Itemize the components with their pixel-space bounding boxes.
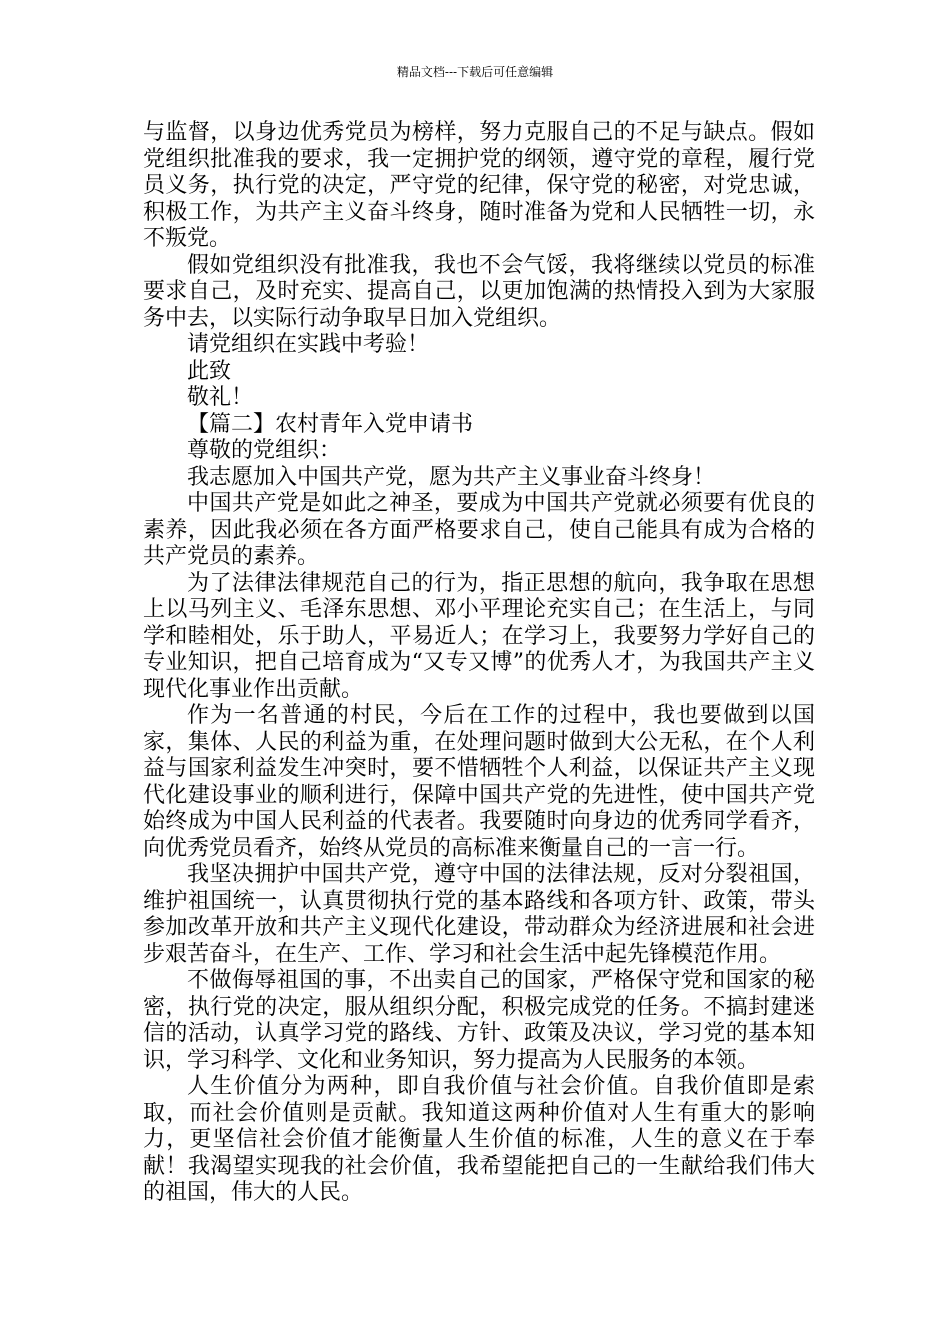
paragraph-12: 我坚决拥护中国共产党，遵守中国的法律法规，反对分裂祖国，维护祖国统一，认真贯彻执行党的基本路线和各项方针、政策，带头参加改革开放和共产主义现代化建设，带动群众为经济进展和社会进步艰苦奋斗，在生产、工作、学习和社会生活中起先锋模范作用。	[143, 862, 815, 967]
paragraph-8: 我志愿加入中国共产党，愿为共产主义事业奋斗终身！	[187, 464, 716, 490]
section-title: 【篇二】农村青年入党申请书	[187, 411, 474, 437]
paragraph-1: 与监督，以身边优秀党员为榜样，努力克服自己的不足与缺点。假如党组织批准我的要求，我一定拥护党的纲领，遵守党的章程，履行党员义务，执行党的决定，严守党的纪律，保守党的秘密，对党忠诚，积极工作，为共产主义奋斗终身，随时准备为党和人民牺牲一切，永不叛党。	[143, 120, 815, 251]
paragraph-2: 假如党组织没有批准我，我也不会气馁，我将继续以党员的标准要求自己，及时充实、提高自己，以更加饱满的热情投入到为大家服务中去，以实际行动争取早日加入党组织。	[143, 252, 815, 331]
paragraph-13: 不做侮辱祖国的事，不出卖自己的国家，严格保守党和国家的秘密，执行党的决定，服从组织分配，积极完成党的任务。不搞封建迷信的活动，认真学习党的路线、方针、政策及决议，学习党的基本知识，学习科学、文化和业务知识，努力提高为人民服务的本领。	[143, 968, 815, 1073]
addressee: 尊敬的党组织：	[187, 438, 342, 463]
paragraph-9: 中国共产党是如此之神圣，要成为中国共产党就必须要有优良的素养，因此我必须在各方面严格要求自己，使自己能具有成为合格的共产党员的素养。	[143, 491, 815, 569]
page-header: 精品文档---下载后可任意编辑	[396, 65, 554, 79]
paragraph-10: 为了法律法律规范自己的行为，指正思想的航向，我争取在思想上以马列主义、毛泽东思想、邓小平理论充实自己；在生活上，与同学和睦相处，乐于助人，平易近人；在学习上，我要努力学好自己的专业知识，把自己培育成为“又专又博”的优秀人才，为我国共产主义现代化事业作出贡献。	[143, 570, 815, 702]
document-body	[143, 120, 815, 1207]
paragraph-14: 人生价值分为两种，即自我价值与社会价值。自我价值即是索取，而社会价值则是贡献。我知道这两种价值对人生有重大的影响力，更坚信社会价值才能衡量人生价值的标准，人生的意义在于奉献！我渴望实现我的社会价值，我希望能把自己的一生献给我们伟大的祖国，伟大的人民。	[143, 1074, 815, 1205]
paragraph-3: 请党组织在实践中考验！	[187, 332, 430, 357]
salutation-cizhi: 此致	[187, 358, 232, 384]
paragraph-11: 作为一名普通的村民，今后在工作的过程中，我也要做到以国家，集体、人民的利益为重，在处理问题时做到大公无私，在个人利益与国家利益发生冲突时，要不惜牺牲个人利益，以保证共产主义现代化建设事业的顺利进行，保障中国共产党的先进性，使中国共产党始终成为中国人民利益的代表者。我要随时向身边的优秀同学看齐，向优秀党员看齐，始终从党员的高标准来衡量自己的一言一行。	[143, 703, 815, 861]
salutation-jingli: 敬礼！	[187, 385, 254, 410]
